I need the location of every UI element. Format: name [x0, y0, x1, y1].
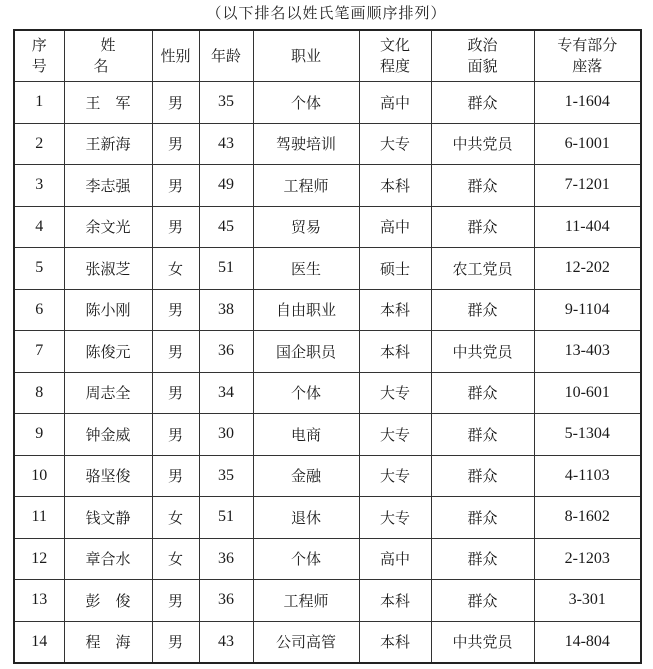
- cell-occupation: 电商: [253, 414, 359, 456]
- cell-name: 陈俊元: [64, 331, 152, 373]
- cell-name: 彭 俊: [64, 580, 152, 622]
- cell-unit: 11-404: [534, 206, 641, 248]
- cell-gender: 男: [152, 123, 199, 165]
- cell-seq: 4: [14, 206, 64, 248]
- cell-name: 周志全: [64, 372, 152, 414]
- table-row: [14, 455, 641, 497]
- cell-education: 本科: [359, 580, 431, 622]
- cell-age: 36: [199, 331, 253, 373]
- candidate-table: [13, 29, 642, 664]
- table-row: [14, 248, 641, 290]
- header-seq: [14, 30, 64, 82]
- cell-gender: 男: [152, 289, 199, 331]
- cell-name: 程 海: [64, 621, 152, 663]
- cell-age: 43: [199, 621, 253, 663]
- cell-seq: 9: [14, 414, 64, 456]
- cell-gender: 男: [152, 580, 199, 622]
- header-seq-line1: 序: [31, 36, 47, 54]
- cell-occupation: 工程师: [253, 580, 359, 622]
- table-row: [14, 414, 641, 456]
- header-unit-line2: 座落: [572, 57, 603, 75]
- cell-political: 群众: [431, 206, 534, 248]
- table-row: [14, 165, 641, 207]
- cell-education: 大专: [359, 455, 431, 497]
- cell-occupation: 驾驶培训: [253, 123, 359, 165]
- cell-occupation: 个体: [253, 372, 359, 414]
- cell-seq: 12: [14, 538, 64, 580]
- header-education-line2: 程度: [379, 57, 410, 75]
- cell-name: 钟金威: [64, 414, 152, 456]
- cell-name: 王 军: [64, 82, 152, 124]
- cell-age: 38: [199, 289, 253, 331]
- cell-occupation: 国企职员: [253, 331, 359, 373]
- header-occupation: 职业: [253, 30, 359, 82]
- cell-occupation: 金融: [253, 455, 359, 497]
- cell-seq: 5: [14, 248, 64, 290]
- cell-gender: 女: [152, 497, 199, 539]
- cell-seq: 8: [14, 372, 64, 414]
- cell-age: 49: [199, 165, 253, 207]
- table-row: [14, 206, 641, 248]
- cell-unit: 12-202: [534, 248, 641, 290]
- cell-unit: 6-1001: [534, 123, 641, 165]
- cell-occupation: 医生: [253, 248, 359, 290]
- header-gender: 性别: [152, 30, 199, 82]
- cell-unit: 10-601: [534, 372, 641, 414]
- cell-political: 群众: [431, 538, 534, 580]
- cell-seq: 1: [14, 82, 64, 124]
- header-name-label: 姓 名: [93, 36, 130, 75]
- cell-seq: 7: [14, 331, 64, 373]
- cell-occupation: 个体: [253, 538, 359, 580]
- cell-occupation: 自由职业: [253, 289, 359, 331]
- table-caption: （以下排名以姓氏笔画顺序排列）: [206, 4, 447, 22]
- cell-gender: 男: [152, 621, 199, 663]
- cell-unit: 9-1104: [534, 289, 641, 331]
- header-education-line1: 文化: [379, 36, 410, 54]
- cell-unit: 13-403: [534, 331, 641, 373]
- cell-political: 中共党员: [431, 123, 534, 165]
- cell-name: 李志强: [64, 165, 152, 207]
- cell-occupation: 个体: [253, 82, 359, 124]
- cell-occupation: 退休: [253, 497, 359, 539]
- header-education: [359, 30, 431, 82]
- cell-seq: 2: [14, 123, 64, 165]
- header-seq-line2: 号: [31, 57, 47, 75]
- cell-name: 王新海: [64, 123, 152, 165]
- cell-political: 群众: [431, 497, 534, 539]
- cell-unit: 14-804: [534, 621, 641, 663]
- cell-name: 骆坚俊: [64, 455, 152, 497]
- cell-education: 高中: [359, 206, 431, 248]
- table-row: [14, 621, 641, 663]
- cell-unit: 8-1602: [534, 497, 641, 539]
- table-row: [14, 123, 641, 165]
- cell-seq: 11: [14, 497, 64, 539]
- cell-gender: 男: [152, 414, 199, 456]
- table-row: [14, 538, 641, 580]
- cell-gender: 男: [152, 331, 199, 373]
- cell-unit: 2-1203: [534, 538, 641, 580]
- cell-name: 张淑芝: [64, 248, 152, 290]
- cell-gender: 男: [152, 372, 199, 414]
- cell-gender: 男: [152, 206, 199, 248]
- cell-unit: 4-1103: [534, 455, 641, 497]
- cell-age: 30: [199, 414, 253, 456]
- cell-occupation: 工程师: [253, 165, 359, 207]
- header-political-line2: 面貌: [467, 57, 498, 75]
- table-row: [14, 289, 641, 331]
- cell-political: 群众: [431, 82, 534, 124]
- cell-seq: 14: [14, 621, 64, 663]
- cell-political: 群众: [431, 580, 534, 622]
- table-row: [14, 372, 641, 414]
- cell-education: 大专: [359, 123, 431, 165]
- cell-political: 群众: [431, 165, 534, 207]
- cell-political: 农工党员: [431, 248, 534, 290]
- cell-name: 章合水: [64, 538, 152, 580]
- cell-political: 群众: [431, 455, 534, 497]
- cell-age: 34: [199, 372, 253, 414]
- cell-age: 43: [199, 123, 253, 165]
- cell-age: 51: [199, 248, 253, 290]
- cell-gender: 男: [152, 165, 199, 207]
- cell-seq: 6: [14, 289, 64, 331]
- cell-education: 本科: [359, 621, 431, 663]
- header-age: 年龄: [199, 30, 253, 82]
- cell-political: 群众: [431, 414, 534, 456]
- cell-occupation: 公司高管: [253, 621, 359, 663]
- cell-unit: 5-1304: [534, 414, 641, 456]
- header-political-line1: 政治: [467, 36, 498, 54]
- cell-education: 本科: [359, 165, 431, 207]
- header-unit-line1: 专有部分: [557, 36, 618, 54]
- cell-education: 大专: [359, 497, 431, 539]
- cell-age: 51: [199, 497, 253, 539]
- cell-education: 高中: [359, 538, 431, 580]
- header-name: [64, 30, 152, 82]
- header-unit: [534, 30, 641, 82]
- header-political: [431, 30, 534, 82]
- table-row: [14, 580, 641, 622]
- table-row: [14, 331, 641, 373]
- table-row: [14, 82, 641, 124]
- cell-education: 高中: [359, 82, 431, 124]
- cell-political: 中共党员: [431, 331, 534, 373]
- cell-seq: 13: [14, 580, 64, 622]
- cell-seq: 10: [14, 455, 64, 497]
- cell-education: 大专: [359, 414, 431, 456]
- cell-education: 本科: [359, 289, 431, 331]
- cell-political: 群众: [431, 372, 534, 414]
- cell-seq: 3: [14, 165, 64, 207]
- cell-age: 36: [199, 538, 253, 580]
- header-row: [14, 30, 641, 82]
- cell-education: 硕士: [359, 248, 431, 290]
- cell-gender: 女: [152, 538, 199, 580]
- cell-age: 35: [199, 82, 253, 124]
- cell-name: 陈小刚: [64, 289, 152, 331]
- cell-unit: 7-1201: [534, 165, 641, 207]
- cell-occupation: 贸易: [253, 206, 359, 248]
- cell-political: 中共党员: [431, 621, 534, 663]
- cell-name: 余文光: [64, 206, 152, 248]
- cell-name: 钱文静: [64, 497, 152, 539]
- cell-age: 35: [199, 455, 253, 497]
- cell-gender: 女: [152, 248, 199, 290]
- cell-gender: 男: [152, 455, 199, 497]
- cell-unit: 3-301: [534, 580, 641, 622]
- cell-gender: 男: [152, 82, 199, 124]
- cell-education: 本科: [359, 331, 431, 373]
- cell-political: 群众: [431, 289, 534, 331]
- cell-unit: 1-1604: [534, 82, 641, 124]
- cell-age: 45: [199, 206, 253, 248]
- table-row: [14, 497, 641, 539]
- cell-education: 大专: [359, 372, 431, 414]
- cell-age: 36: [199, 580, 253, 622]
